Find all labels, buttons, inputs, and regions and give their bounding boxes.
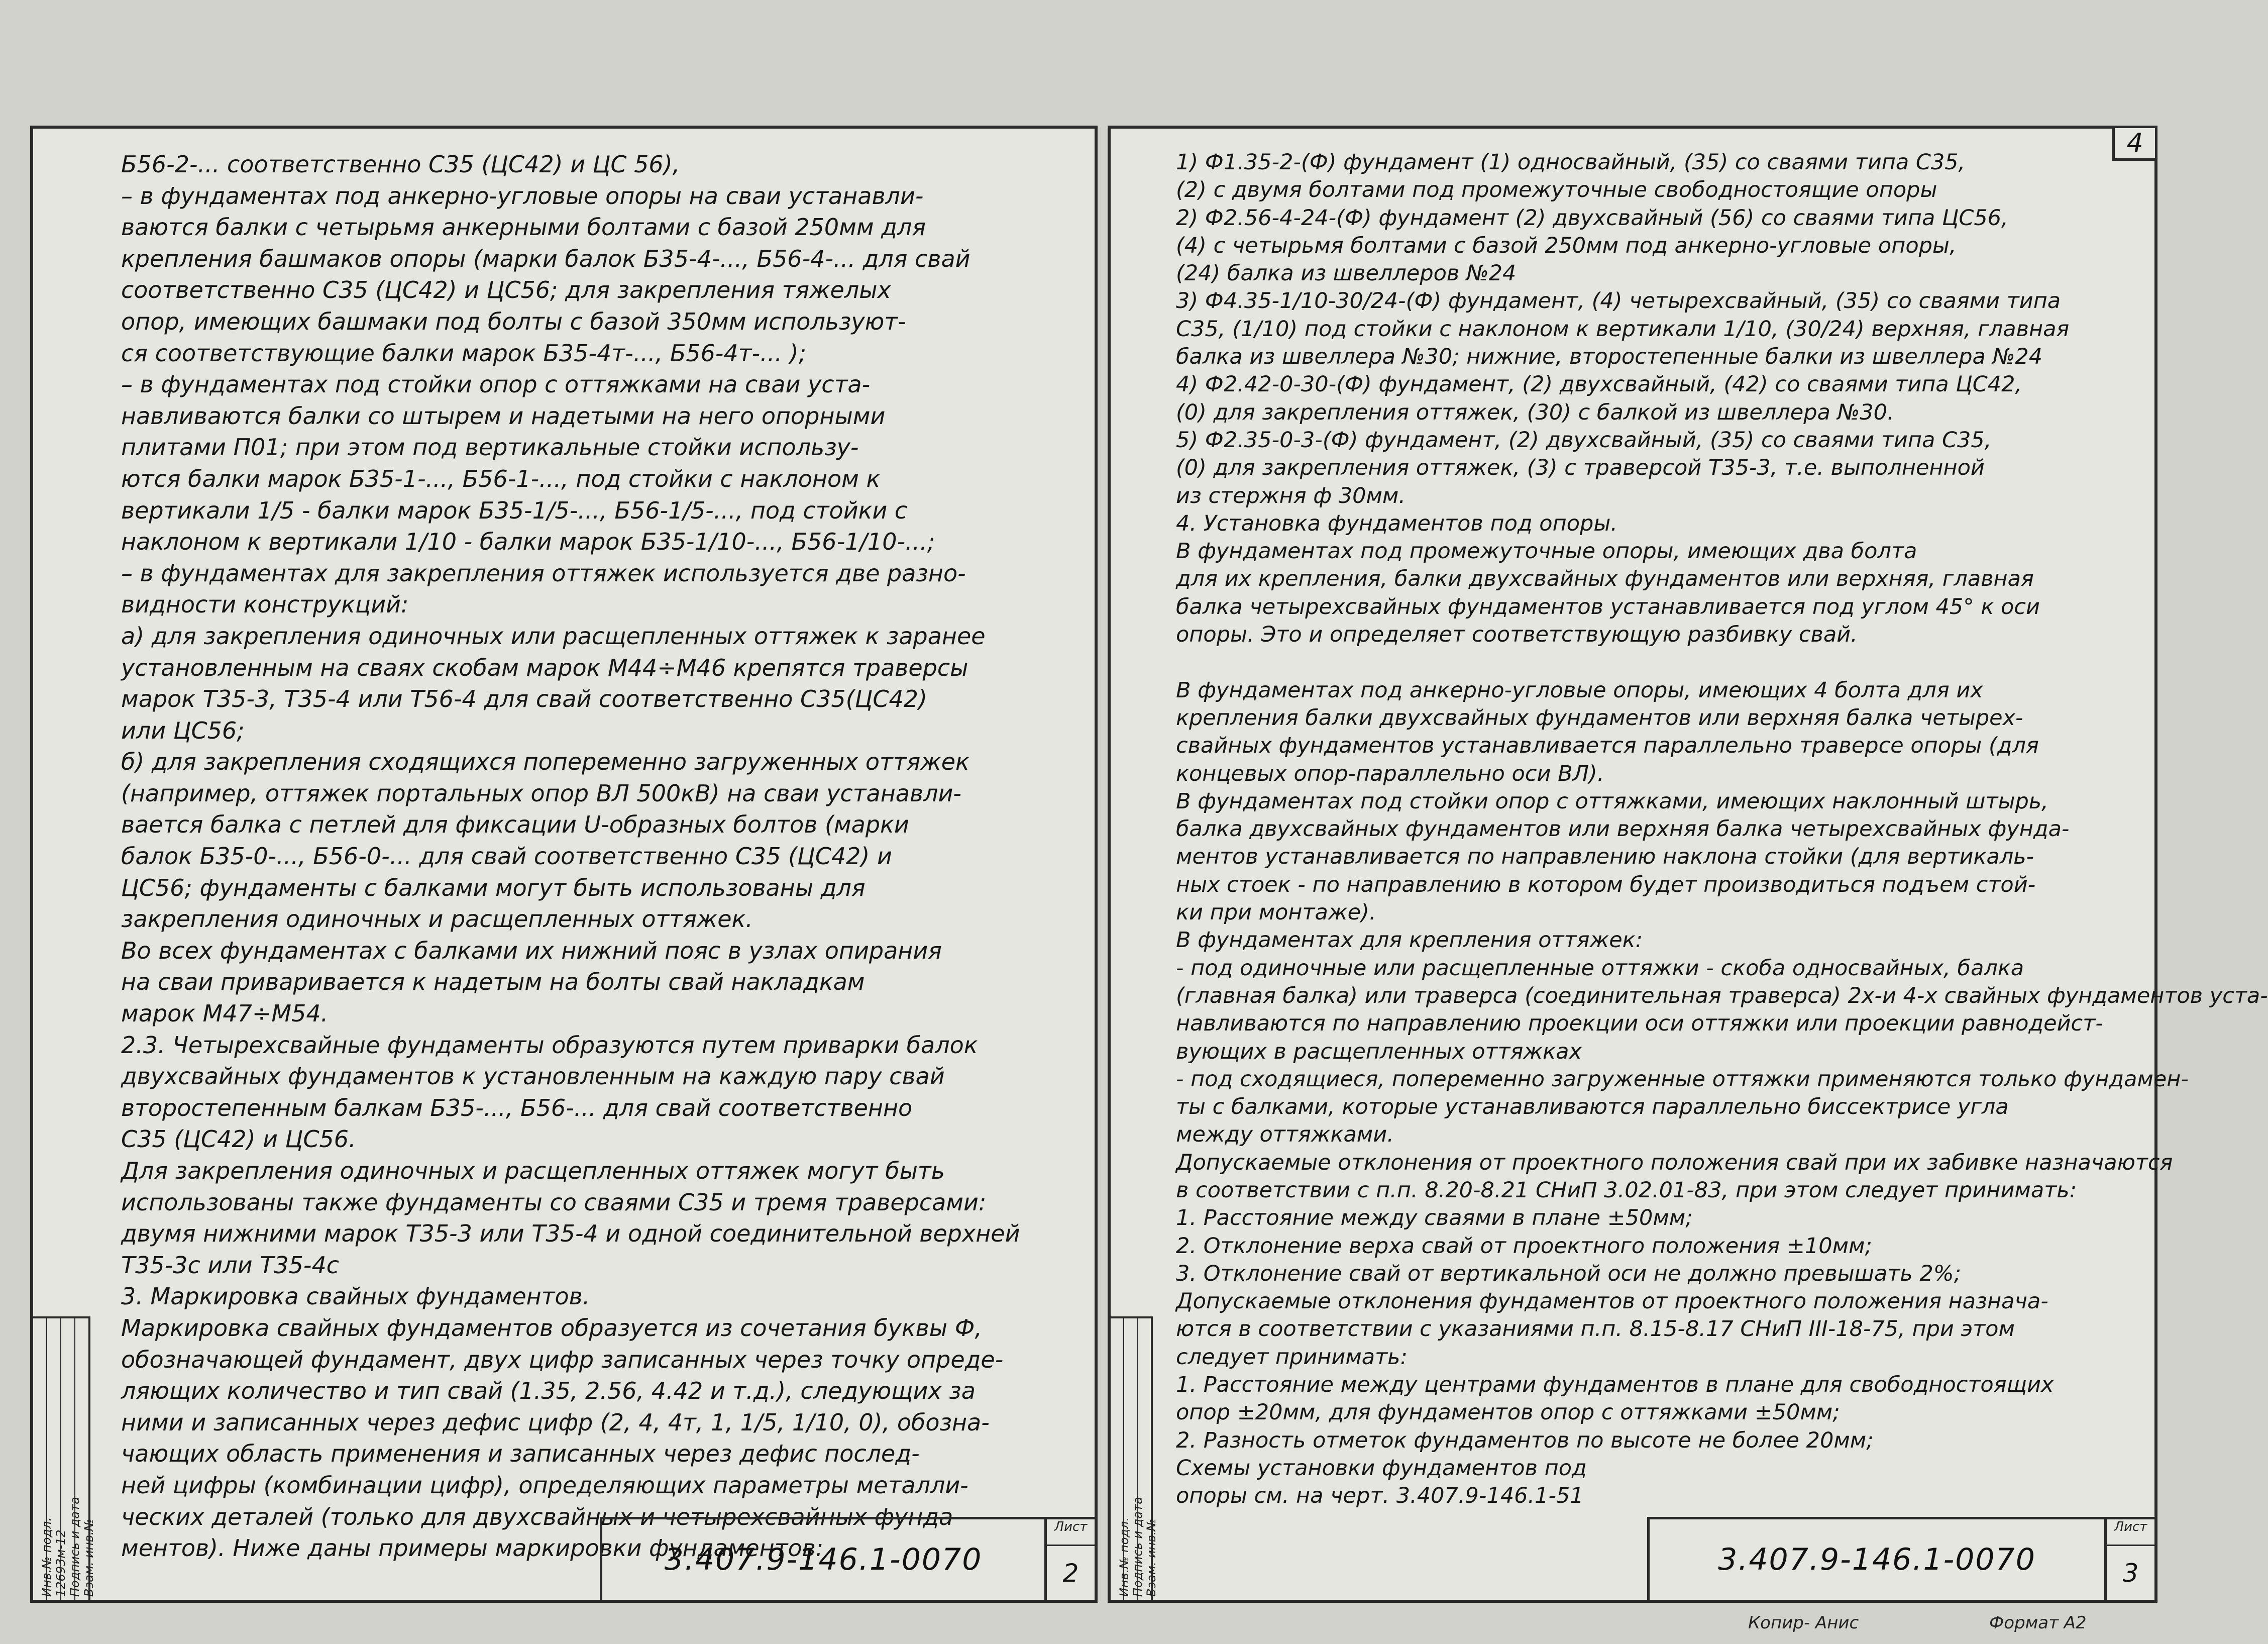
text-line: (2) с двумя болтами под промежуточные свободностоящие опоры (1176, 177, 1937, 203)
text-line: крепления балки двухсвайных фундаментов или верхняя балка четырех- (1176, 705, 2023, 731)
text-line: 3. Маркировка свайных фундаментов. (121, 1283, 590, 1310)
text-line: Допускаемые отклонения от проектного положения свай при их забивке назначаются (1176, 1150, 2173, 1175)
stamp-cell-inv (33, 1318, 54, 1600)
text-line (1176, 649, 2134, 676)
text-line: В фундаментах под анкерно-угловые опоры, имеющих 4 болта для их (1176, 677, 1983, 703)
text-line: видности конструкций: (121, 591, 409, 619)
sheet-label: Лист (1047, 1519, 1095, 1546)
text-line: ментов). Ниже даны примеры маркировки фундаментов: (121, 1534, 824, 1562)
text-line: свайных фундаментов устанавливается параллельно траверсе опоры (для (1176, 733, 2039, 759)
text-line: ются балки марок Б35-1-..., Б56-1-..., под стойки с наклоном к (121, 465, 881, 492)
stamp-cell-inv (1111, 1318, 1131, 1600)
text-line: Б56-2-... соответственно С35 (ЦС42) и ЦС 56), (121, 151, 680, 178)
text-line: В фундаментах под промежуточные опоры, имеющих два болта (1176, 539, 1917, 564)
text-line: обозначающей фундамент, двух цифр записанных через точку опреде- (121, 1346, 1004, 1373)
corner-page-number: 4 (2112, 126, 2157, 161)
right-page (1108, 126, 2268, 1603)
left-title-block (600, 1517, 1095, 1600)
stamp-label-replace: Взам. инв.№ (82, 1518, 96, 1597)
text-line: (например, оттяжек портальных опор ВЛ 500кВ) на сваи устанавли- (121, 779, 961, 807)
text-line: в соответствии с п.п. 8.20-8.21 СНиП 3.02.01-83, при этом следует принимать: (1176, 1177, 2077, 1203)
stamp-number: 12693м-12 (54, 1529, 68, 1597)
text-line: 1. Расстояние между центрами фундаментов в плане для свободностоящих (1176, 1372, 2054, 1398)
text-line: опоры см. на черт. 3.407.9-146.1-51 (1176, 1483, 1584, 1509)
text-line: вующих в расщепленных оттяжках (1176, 1039, 1582, 1064)
text-line: опоры. Это и определяет соответствующую разбивку свай. (1176, 622, 1858, 648)
stamp-label-inv: Инв.№ подл. (40, 1517, 54, 1597)
text-line: Маркировка свайных фундаментов образуется из сочетания буквы Ф, (121, 1314, 982, 1342)
text-line: 2.3. Четырехсвайные фундаменты образуются путем приварки балок (121, 1031, 978, 1059)
text-line: установленным на сваях скобам марок М44÷М46 крепятся траверсы (121, 654, 968, 681)
text-line: на сваи приваривается к надетым на болты свай накладкам (121, 968, 865, 996)
text-line: 1) Ф1.35-2-(Ф) фундамент (1) односвайный, (35) со сваями типа С35, (1176, 150, 1966, 175)
text-line: - под сходящиеся, попеременно загруженные оттяжки применяются только фундамен- (1176, 1066, 2189, 1092)
stamp-cell-signature (61, 1318, 82, 1600)
text-line: ются в соответствии с указаниями п.п. 8.15-8.17 СНиП III-18-75, при этом (1176, 1316, 2015, 1342)
right-title-block (1647, 1517, 2154, 1600)
text-line: второстепенным балкам Б35-..., Б56-... для свай соответственно (121, 1094, 913, 1121)
text-line: ных стоек - по направлению в котором будет производиться подъем стой- (1176, 872, 2036, 897)
text-line: 1. Расстояние между сваями в плане ±50мм; (1176, 1205, 1693, 1231)
text-line: 2. Отклонение верха свай от проектного положения ±10мм; (1176, 1233, 1872, 1259)
left-page (30, 126, 1098, 1603)
text-line: – в фундаментах под анкерно-угловые опоры на сваи устанавли- (121, 182, 924, 210)
text-line: использованы также фундаменты со сваями С35 и тремя траверсами: (121, 1188, 987, 1216)
text-line: или ЦС56; (121, 716, 245, 744)
stamp-label-inv: Инв.№ подл. (1117, 1517, 1131, 1597)
right-text-column (1176, 149, 2268, 1509)
stamp-cell-replace (75, 1318, 96, 1600)
text-line: плитами П01; при этом под вертикальные стойки использу- (121, 434, 859, 461)
text-line: ними и записанных через дефис цифр (2, 4, 4т, 1, 1/5, 1/10, 0), обозна- (121, 1408, 990, 1436)
sheet-number-box (2104, 1519, 2154, 1600)
text-line: ки при монтаже). (1176, 900, 1376, 926)
text-line: навливаются балки со штырем и надетыми на него опорными (121, 402, 886, 430)
text-line: концевых опор-параллельно оси ВЛ). (1176, 761, 1604, 786)
text-line: ся соответствующие балки марок Б35-4т-..., Б56-4т-... ); (121, 339, 807, 367)
text-line: – в фундаментах для закрепления оттяжек используется две разно- (121, 559, 966, 587)
stamp-label-signature: Подпись и дата (68, 1497, 82, 1597)
sheet-label: Лист (2107, 1519, 2154, 1546)
stamp-cell-signature (1124, 1318, 1145, 1600)
footer-copier: Копир- Анис (1748, 1613, 1859, 1633)
text-line: чающих область применения и записанных через дефис послед- (121, 1440, 920, 1468)
text-line: следует принимать: (1176, 1344, 1408, 1370)
text-line: ваются балки с четырьмя анкерными болтами с базой 250мм для (121, 214, 926, 241)
text-line: ментов устанавливается по направлению наклона стойки (для вертикаль- (1176, 844, 2034, 870)
stamp-cell-number (47, 1318, 68, 1600)
text-line: 4) Ф2.42-0-30-(Ф) фундамент, (2) двухсвайный, (42) со сваями типа ЦС42, (1176, 372, 2022, 397)
text-line: закрепления одиночных и расщепленных оттяжек. (121, 905, 753, 933)
text-line: для их крепления, балки двухсвайных фундаментов или верхняя, главная (1176, 566, 2034, 592)
text-line: (4) с четырьмя болтами с базой 250мм под анкерно-угловые опоры, (1176, 233, 1957, 258)
text-line: марок Т35-3, Т35-4 или Т56-4 для свай соответственно С35(ЦС42) (121, 685, 927, 713)
text-line: (0) для закрепления оттяжек, (30) с балкой из швеллера №30. (1176, 399, 1894, 425)
text-line: вается балка с петлей для фиксации U-образных болтов (марки (121, 811, 909, 839)
text-line: а) для закрепления одиночных или расщепленных оттяжек к заранее (121, 622, 986, 650)
text-line: Т35-3с или Т35-4с (121, 1251, 340, 1279)
text-line: Допускаемые отклонения фундаментов от проектного положения назнача- (1176, 1289, 2048, 1314)
text-line: наклоном к вертикали 1/10 - балки марок Б35-1/10-..., Б56-1/10-...; (121, 528, 935, 556)
text-line: опор, имеющих башмаки под болты с базой 350мм используют- (121, 307, 906, 335)
text-line: (главная балка) или траверса (соединительная траверса) 2х-и 4-х свайных фундаментов уста- (1176, 983, 2268, 1008)
footer-format: Формат А2 (1989, 1613, 2087, 1633)
text-line: марок М47÷М54. (121, 1000, 329, 1028)
doc-code: 3.407.9-146.1-0070 (1718, 1542, 2036, 1577)
text-line: ней цифры (комбинации цифр), определяющих параметры металли- (121, 1471, 968, 1499)
text-line: 3) Ф4.35-1/10-30/24-(Ф) фундамент, (4) четырехсвайный, (35) со сваями типа (1176, 288, 2061, 314)
text-line: - под одиночные или расщепленные оттяжки - скоба односвайных, балка (1176, 955, 2024, 981)
text-line: соответственно С35 (ЦС42) и ЦС56; для закрепления тяжелых (121, 276, 891, 304)
stamp-label-replace: Взам. инв.№ (1144, 1518, 1159, 1597)
text-line: 2) Ф2.56-4-24-(Ф) фундамент (2) двухсвайный (56) со сваями типа ЦС56, (1176, 205, 2008, 231)
text-line: двухсвайных фундаментов к установленным на каждую пару свай (121, 1063, 945, 1090)
text-line: В фундаментах под стойки опор с оттяжками, имеющих наклонный штырь, (1176, 788, 2048, 814)
text-line: опор ±20мм, для фундаментов опор с оттяжками ±50мм; (1176, 1400, 1840, 1425)
text-line: ческих деталей (только для двухсвайных и четырехсвайных фунда- (121, 1503, 961, 1530)
sheet-number-box (1044, 1519, 1095, 1600)
text-line: балка из швеллера №30; нижние, второстепенные балки из швеллера №24 (1176, 344, 2042, 370)
text-line: С35 (ЦС42) и ЦС56. (121, 1125, 356, 1153)
text-line: балок Б35-0-..., Б56-0-... для свай соответственно С35 (ЦС42) и (121, 843, 892, 870)
right-side-stamp (1111, 1316, 1159, 1600)
text-line: ты с балками, которые устанавливаются параллельно биссектрисе угла (1176, 1094, 2009, 1120)
text-line: навливаются по направлению проекции оси оттяжки или проекции равнодейст- (1176, 1011, 2103, 1037)
text-line: ЦС56; фундаменты с балками могут быть использованы для (121, 874, 866, 901)
text-line: б) для закрепления сходящихся попеременно загруженных оттяжек (121, 748, 969, 776)
stamp-cell-replace (1138, 1318, 1159, 1600)
text-line: 4. Установка фундаментов под опоры. (1176, 510, 1617, 536)
text-line: балка двухсвайных фундаментов или верхняя балка четырехсвайных фунда- (1176, 816, 2070, 842)
text-line: вертикали 1/5 - балки марок Б35-1/5-..., Б56-1/5-..., под стойки с (121, 496, 908, 524)
text-line: Во всех фундаментах с балками их нижний пояс в узлах опирания (121, 937, 942, 964)
text-line: Для закрепления одиночных и расщепленных оттяжек могут быть (121, 1157, 945, 1184)
text-line: балка четырехсвайных фундаментов устанавливается под углом 45° к оси (1176, 594, 2040, 620)
text-line: из стержня ф 30мм. (1176, 483, 1406, 508)
text-line: – в фундаментах под стойки опор с оттяжками на сваи уста- (121, 371, 871, 398)
text-line: двумя нижними марок Т35-3 или Т35-4 и одной соединительной верхней (121, 1220, 1020, 1248)
left-side-stamp (33, 1316, 96, 1600)
text-line: (0) для закрепления оттяжек, (3) с траверсой Т35-3, т.е. выполненной (1176, 455, 1985, 481)
text-line: крепления башмаков опоры (марки балок Б35-4-..., Б56-4-... для свай (121, 245, 970, 272)
text-line: (24) балка из швеллеров №24 (1176, 261, 1517, 286)
stamp-label-signature: Подпись и дата (1130, 1497, 1145, 1597)
text-line: Схемы установки фундаментов под (1176, 1455, 1587, 1481)
sheet-number: 2 (1062, 1558, 1079, 1588)
doc-code: 3.407.9-146.1-0070 (664, 1542, 983, 1577)
text-line: С35, (1/10) под стойки с наклоном к вертикали 1/10, (30/24) верхняя, главная (1176, 316, 2070, 342)
text-line: ляющих количество и тип свай (1.35, 2.56, 4.42 и т.д.), следующих за (121, 1377, 976, 1405)
text-line: В фундаментах для крепления оттяжек: (1176, 928, 1643, 953)
sheet-number: 3 (2122, 1558, 2139, 1588)
text-line: между оттяжками. (1176, 1122, 1394, 1148)
text-line: 2. Разность отметок фундаментов по высоте не более 20мм; (1176, 1427, 1874, 1453)
text-line: 3. Отклонение свай от вертикальной оси не должно превышать 2%; (1176, 1261, 1962, 1286)
text-line: 5) Ф2.35-0-3-(Ф) фундамент, (2) двухсвайный, (35) со сваями типа С35, (1176, 427, 1992, 453)
